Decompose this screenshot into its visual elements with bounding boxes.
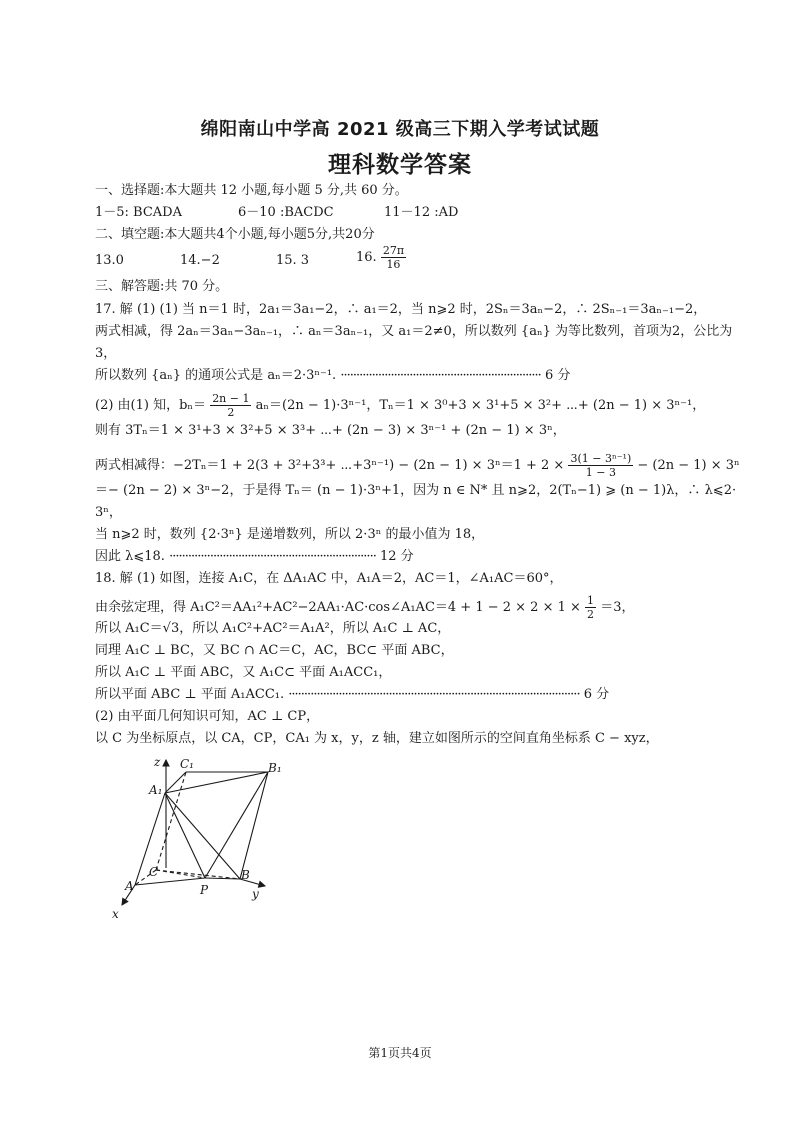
page-number: 第1页共4页 xyxy=(368,1046,432,1060)
segment-A1-P xyxy=(165,793,205,878)
exam-subtitle: 理科数学答案 xyxy=(328,152,472,178)
q17-line-6: 则有 3Tₙ＝1 × 3¹+3 × 3²+5 × 3³+ ⋯+ (2n − 3) × 3ⁿ⁻¹ + (2n − 1) × 3ⁿ， xyxy=(95,423,566,438)
fraction-denominator: 16 xyxy=(386,258,401,271)
q17-line-7 xyxy=(95,452,740,479)
label-y: y xyxy=(252,887,259,901)
label-x: x xyxy=(112,907,119,921)
q17-line-1: 17. 解 (1) (1) 当 n＝1 时，2a₁＝3a₁−2，∴ a₁＝2，当 n⩾2 时，2Sₙ＝3aₙ−2，∴ 2Sₙ₋₁＝3aₙ₋₁−2， xyxy=(95,302,707,317)
edge-C-B xyxy=(156,870,240,879)
q18-line-6 xyxy=(95,686,609,704)
label-C: C xyxy=(149,865,159,879)
q18-line-5: 所以 A₁C ⊥ 平面 ABC，又 A₁C⊂ 平面 A₁ACC₁， xyxy=(95,665,392,680)
label-z: z xyxy=(154,755,161,769)
q18-line-2 xyxy=(95,594,634,621)
q18-line-6-text: 所以平面 ABC ⊥ 平面 A₁ACC₁. xyxy=(95,687,285,702)
q18-line-2-b: ＝3， xyxy=(600,600,635,615)
q17-line-11-text: 因此 λ⩽18. xyxy=(95,549,165,564)
segment-B1-P xyxy=(205,772,268,878)
choice-answers-1-5: 1－5: BCADA xyxy=(95,205,182,220)
segment-A1-B xyxy=(165,793,240,879)
geometry-figure xyxy=(100,750,300,925)
fill-answer-16 xyxy=(356,244,406,271)
fraction-denominator: 1 − 3 xyxy=(585,466,616,479)
q18-line-4: 同理 A₁C ⊥ BC，又 BC ∩ AC＝C，AC，BC⊂ 平面 ABC， xyxy=(95,643,454,658)
leader-dots: ····························································································· xyxy=(288,687,580,702)
edge-C-P xyxy=(156,870,205,878)
q17-line-5-b: aₙ＝(2n − 1)·3ⁿ⁻¹，Tₙ＝1 × 3⁰+3 × 3¹+5 × 3²+ ⋯+ (2n − 1) × 3ⁿ⁻¹， xyxy=(255,398,706,413)
section-2-heading: 二、填空题:本大题共4个小题,每小题5分,共20分 xyxy=(95,227,375,242)
leader-dots: ·································································· xyxy=(169,549,376,564)
edge-A1-B1 xyxy=(165,772,268,793)
fill-answer-15: 15. 3 xyxy=(276,253,310,268)
label-B1: B₁ xyxy=(268,761,282,775)
choice-answers-6-10: 6－10 :BACDC xyxy=(238,205,334,220)
q17-fraction-bn xyxy=(210,392,251,419)
q18-line-1: 18. 解 (1) 如图，连接 A₁C，在 ΔA₁AC 中，A₁A＝2，AC＝1，∠A₁AC＝60°， xyxy=(95,571,563,586)
fill-answer-14: 14.−2 xyxy=(180,253,220,268)
q18-line-8: 以 C 为坐标原点，以 CA，CP，CA₁ 为 x，y，z 轴，建立如图所示的空间直角坐标系 C − xyz， xyxy=(95,731,659,746)
q17-line-8: ＝− (2n − 2) × 3ⁿ−2，于是得 Tₙ＝ (n − 1)·3ⁿ+1，因为 n ∈ N* 且 n⩾2，2(Tₙ−1) ⩾ (n − 1)λ，∴ λ⩽2· xyxy=(95,483,737,498)
q18-line-2-a: 由余弦定理，得 A₁C²＝AA₁²+AC²−2AA₁·AC·cos∠A₁AC＝4 + 1 − 2 × 2 × 1 × xyxy=(95,600,581,615)
fraction-denominator: 2 xyxy=(587,608,595,621)
q17-line-7-b: − (2n − 1) × 3ⁿ xyxy=(637,458,740,473)
fraction-numerator: 2n − 1 xyxy=(212,392,250,405)
q17-line-3: 3， xyxy=(95,346,117,361)
q17-line-11 xyxy=(95,548,414,566)
label-A1: A₁ xyxy=(149,783,163,797)
q17-line-2: 两式相减，得 2aₙ＝3aₙ−3aₙ₋₁，∴ aₙ＝3aₙ₋₁，又 a₁＝2≠0，所以数列 {aₙ} 为等比数列，首项为2，公比为 xyxy=(95,324,733,339)
q18-fraction-half xyxy=(585,594,596,621)
edge-B-B1 xyxy=(240,772,268,879)
q17-line-5 xyxy=(95,392,705,419)
exam-title: 绵阳南山中学高 2021 级高三下期入学考试试题 xyxy=(200,119,600,140)
q17-line-7-a: 两式相减得：−2Tₙ＝1 + 2(3 + 3²+3³+ ⋯+3ⁿ⁻¹) − (2n − 1) × 3ⁿ＝1 + 2 × xyxy=(95,458,565,473)
q17-line-9: 3ⁿ， xyxy=(95,505,122,520)
fraction-denominator: 2 xyxy=(227,406,235,419)
choice-answers-11-12: 11－12 :AD xyxy=(384,205,459,220)
label-A: A xyxy=(125,879,134,893)
fill-answer-13: 13.0 xyxy=(95,253,124,268)
label-P: P xyxy=(200,883,209,897)
label-C1: C₁ xyxy=(180,757,194,771)
fill-answer-16-label: 16. xyxy=(356,250,377,265)
edge-A-P xyxy=(135,878,205,885)
q17-line-4 xyxy=(95,367,570,385)
q17-score-6: 6 分 xyxy=(544,368,571,383)
q17-line-4-text: 所以数列 {aₙ} 的通项公式是 aₙ＝2·3ⁿ⁻¹. xyxy=(95,368,337,383)
q17-line-10: 当 n⩾2 时，数列 {2·3ⁿ} 是递增数列，所以 2·3ⁿ 的最小值为 18， xyxy=(95,527,485,542)
q17-line-5-a: (2) 由(1) 知，bₙ＝ xyxy=(95,398,207,413)
fraction-numerator: 3(1 − 3ⁿ⁻¹) xyxy=(570,452,632,465)
fill-answer-16-fraction xyxy=(381,244,406,271)
leader-dots: ································································ xyxy=(340,368,541,383)
q18-line-7: (2) 由平面几何知识可知，AC ⊥ CP， xyxy=(95,709,320,724)
q17-fraction-sum xyxy=(568,452,633,479)
q18-score-6: 6 分 xyxy=(583,687,610,702)
section-3-heading: 三、解答题:共 70 分。 xyxy=(95,279,229,294)
section-1-heading: 一、选择题:本大题共 12 小题,每小题 5 分,共 60 分。 xyxy=(95,183,408,198)
fraction-numerator: 27π xyxy=(382,244,405,257)
fraction-numerator: 1 xyxy=(587,594,595,607)
q17-score-12: 12 分 xyxy=(379,549,414,564)
q18-line-3: 所以 A₁C＝√3，所以 A₁C²+AC²＝A₁A²，所以 A₁C ⊥ AC， xyxy=(95,621,451,636)
label-B: B xyxy=(241,868,250,882)
